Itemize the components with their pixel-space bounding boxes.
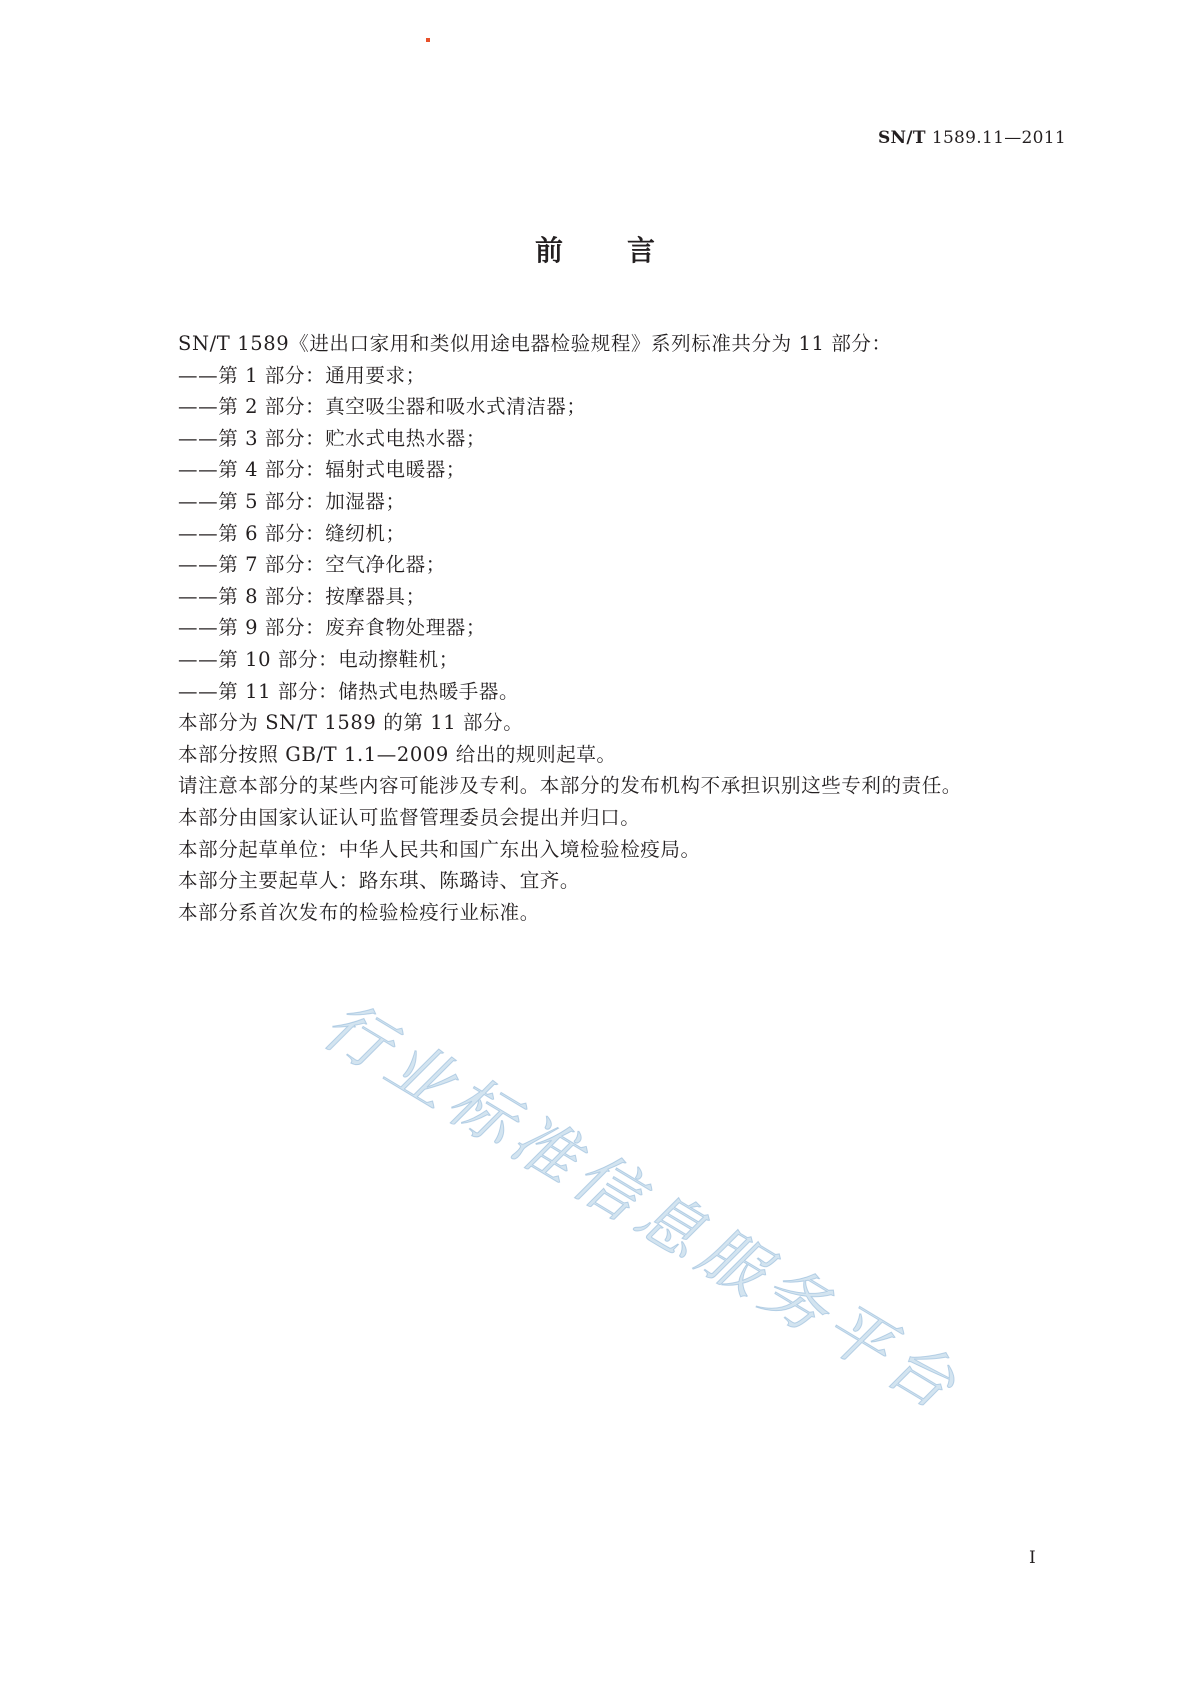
- part-list-item: ——第 6 部分：缝纫机；: [178, 521, 406, 545]
- drafters-paragraph: 本部分主要起草人：路东琪、陈璐诗、宜齐。: [178, 869, 581, 893]
- part-list-item: ——第 5 部分：加湿器；: [178, 489, 406, 513]
- part-list-item: ——第 11 部分：储热式电热暖手器。: [178, 679, 520, 703]
- part-list-item: ——第 8 部分：按摩器具；: [178, 584, 426, 608]
- part-list-item: ——第 4 部分：辐射式电暖器；: [178, 458, 466, 482]
- patent-notice-paragraph: 请注意本部分的某些内容可能涉及专利。本部分的发布机构不承担识别这些专利的责任。: [178, 774, 962, 798]
- part-list-item: ——第 7 部分：空气净化器；: [178, 553, 446, 577]
- page-title: 前言: [534, 234, 719, 267]
- statement-paragraph: 本部分由国家认证认可监督管理委员会提出并归口。: [178, 805, 641, 829]
- part-list-item: ——第 2 部分：真空吸尘器和吸水式清洁器；: [178, 395, 587, 419]
- statement-paragraph: 本部分系首次发布的检验检疫行业标准。: [178, 900, 540, 924]
- drafting-unit-paragraph: 本部分起草单位：中华人民共和国广东出入境检验检疫局。: [178, 837, 701, 861]
- part-list-item: ——第 9 部分：废弃食物处理器；: [178, 616, 487, 640]
- document-code-number: 1589.11—2011: [931, 128, 1066, 148]
- intro-paragraph: SN/T 1589《进出口家用和类似用途电器检验规程》系列标准共分为 11 部分：: [178, 332, 892, 355]
- part-list-item: ——第 1 部分：通用要求；: [178, 363, 426, 387]
- foreword-body: [178, 328, 1058, 928]
- statement-paragraph: 本部分为 SN/T 1589 的第 11 部分。: [178, 711, 524, 735]
- document-code: [878, 126, 1066, 150]
- part-list-item: ——第 10 部分：电动擦鞋机；: [178, 647, 459, 671]
- watermark: 行业标准信息服务平台: [310, 988, 974, 1428]
- statement-paragraph: 本部分按照 GB/T 1.1—2009 给出的规则起草。: [178, 742, 617, 766]
- document-code-prefix: SN/T: [877, 128, 926, 148]
- part-list-item: ——第 3 部分：贮水式电热水器；: [178, 426, 487, 450]
- page-number: I: [1029, 1548, 1036, 1568]
- marker-dot: [426, 38, 430, 42]
